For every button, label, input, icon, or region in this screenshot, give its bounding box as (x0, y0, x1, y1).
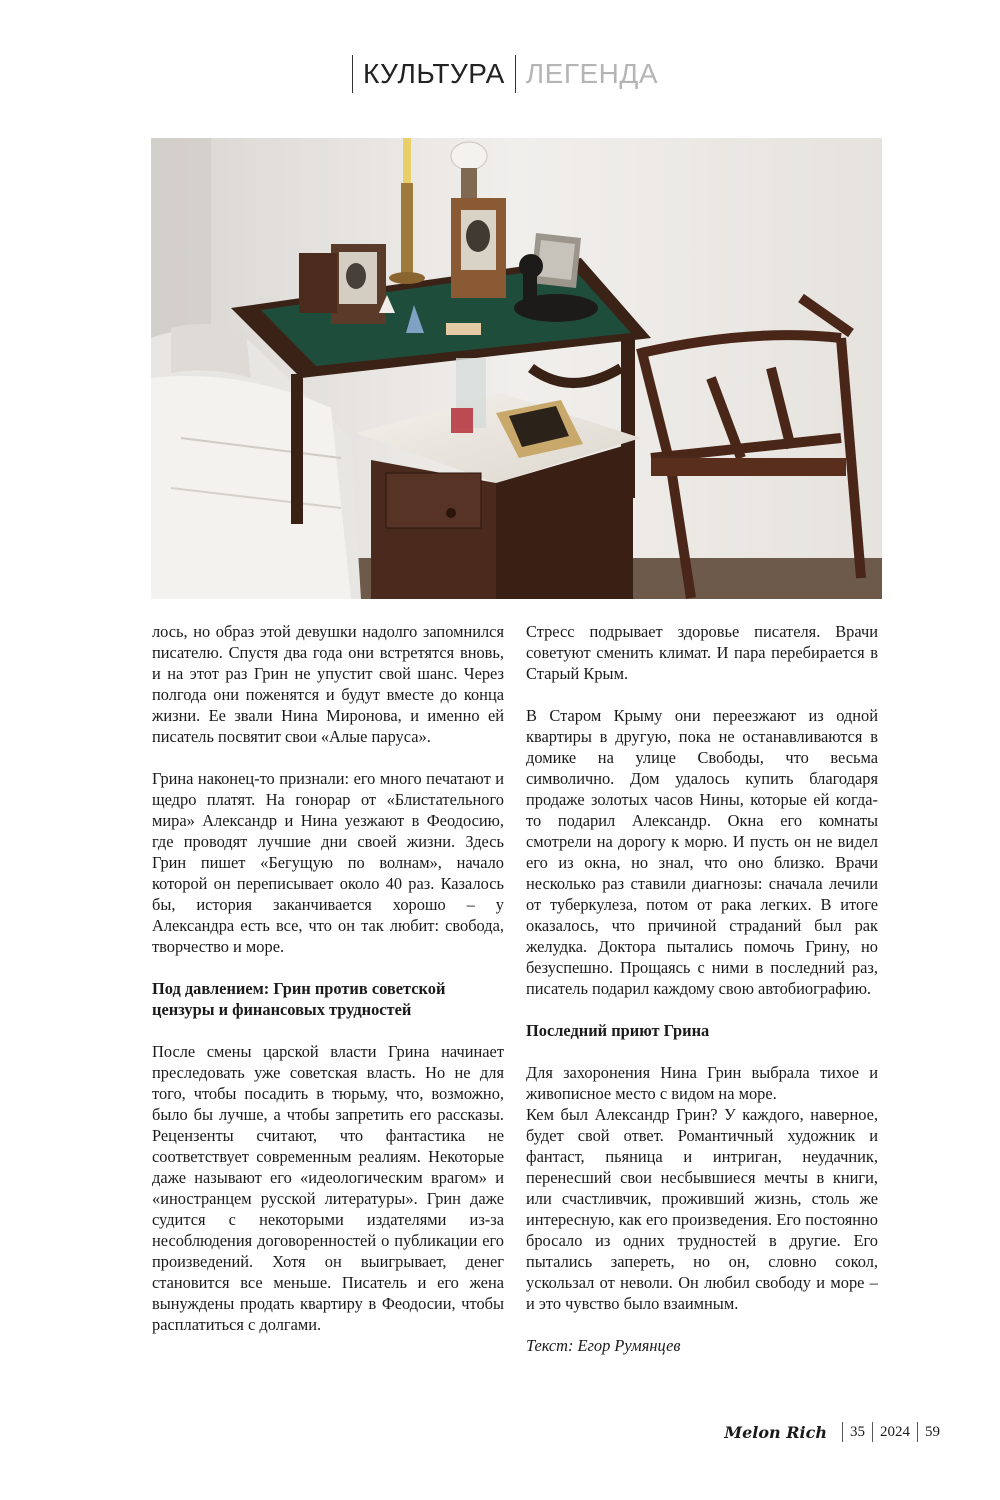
section-header (0, 52, 1000, 96)
photo-frame-small (331, 244, 386, 324)
year: 2024 (880, 1423, 910, 1440)
footer-divider (917, 1422, 918, 1442)
subheading: Под давлением: Грин против советской цензуры и финансовых трудностей (152, 979, 446, 1019)
header-divider (352, 55, 353, 93)
issue-number: 35 (850, 1423, 865, 1440)
section-title: КУЛЬТУРА (362, 58, 505, 89)
subsection-title: ЛЕГЕНДА (525, 58, 659, 89)
drawer-knob (446, 508, 456, 518)
subheading: Последний приют Грина (526, 1021, 710, 1040)
left-column (152, 621, 504, 1335)
photo-frame-large (451, 198, 506, 298)
paragraph: После смены царской власти Грина начинает преследовать уже советская власть. Но не для того, чтобы посадить в тюрьму, что, возможно, было бы лучше, а чтобы запретить его рассказы. Рецензенты считают, что фантастика не соответствует современным реалиям. Некоторые даже называют его «идеологическим врагом» и «иностранцем русской литературы». Грин даже судится с некоторыми издателями из-за несоблюдения договоренностей о публикации его произведений. Хотя он выигрывает, денег становится все меньше. Писатель и его жена вынуждены продать квартиру в Феодосии, чтобы расплатиться с долгами. (152, 1042, 504, 1334)
footer-divider (842, 1422, 843, 1442)
crystal-dish (446, 323, 481, 335)
paragraph: Для захоронения Нина Грин выбрала тихое и живописное место с видом на море. (526, 1063, 878, 1103)
page-footer (724, 1420, 940, 1444)
paragraph: лось, но образ этой девушки надолго запомнился писателю. Спустя два года они встретятся вновь, и на этот раз Грин не упустит свой шанс. Через полгода они поженятся и будут вместе до конца жизни. Ее звали Нина Миронова, и именно ей писатель посвятит свои «Алые паруса». (152, 622, 504, 746)
room-illustration (151, 138, 882, 599)
paragraph: Стресс подрывает здоровье писателя. Врачи советуют сменить климат. И пара перебирается в Старый Крым. (526, 622, 878, 683)
paragraph: В Старом Крыму они переезжают из одной квартиры в другую, пока не останавливаются в домике на улице Свободы, что весьма символично. Дом удалось купить благодаря продаже золотых часов Нины, которые ей когда-то подарил Александр. Окна его комнаты смотрели на дорогу к морю. И пусть он не видел его из окна, но знал, что оно близко. Врачи несколько раз ставили диагнозы: сначала лечили от туберкулеза, потом от рака легких. В итоге оказалось, что причиной страданий был рак желудка. Доктора пытались помочь Грину, но безуспешно. Прощаясь с ними в последний раз, писатель подарил каждому свою автобиографию. (526, 706, 878, 998)
wooden-box (299, 253, 337, 313)
right-column (526, 621, 878, 1377)
footer-divider (872, 1422, 873, 1442)
header-divider (515, 55, 516, 93)
page-number: 59 (925, 1423, 940, 1440)
room-photo (151, 138, 882, 599)
paragraph: Грина наконец-то признали: его много печатают и щедро платят. На гонорар от «Блистательного мира» Александр и Нина уезжают в Феодосию, где проводят лучшие дни своей жизни. Здесь Грин пишет «Бегущую по волнам», начало которой он переписывает около 40 раз. Казалось бы, история заканчивается хорошо – у Александра есть все, что он так любит: свобода, творчество и море. (152, 769, 504, 956)
paragraph: Кем был Александр Грин? У каждого, наверное, будет свой ответ. Романтичный художник и фантаст, пьяница и интриган, неудачник, перенесший свои несбывшиеся мечты в книги, или счастливчик, проживший жизнь, столь же интересную, как его произведения. Его постоянно бросало из одних трудностей в другие. Его пытались запереть, но он, словно сокол, ускользал от неволи. Он любил свободу и море – и это чувство было взаимным. (526, 1105, 878, 1313)
chair-seat (651, 458, 846, 476)
author-credit: Текст: Егор Румянцев (526, 1336, 681, 1355)
red-glass (451, 408, 473, 433)
brand-logo: Melon Rich (724, 1422, 827, 1442)
